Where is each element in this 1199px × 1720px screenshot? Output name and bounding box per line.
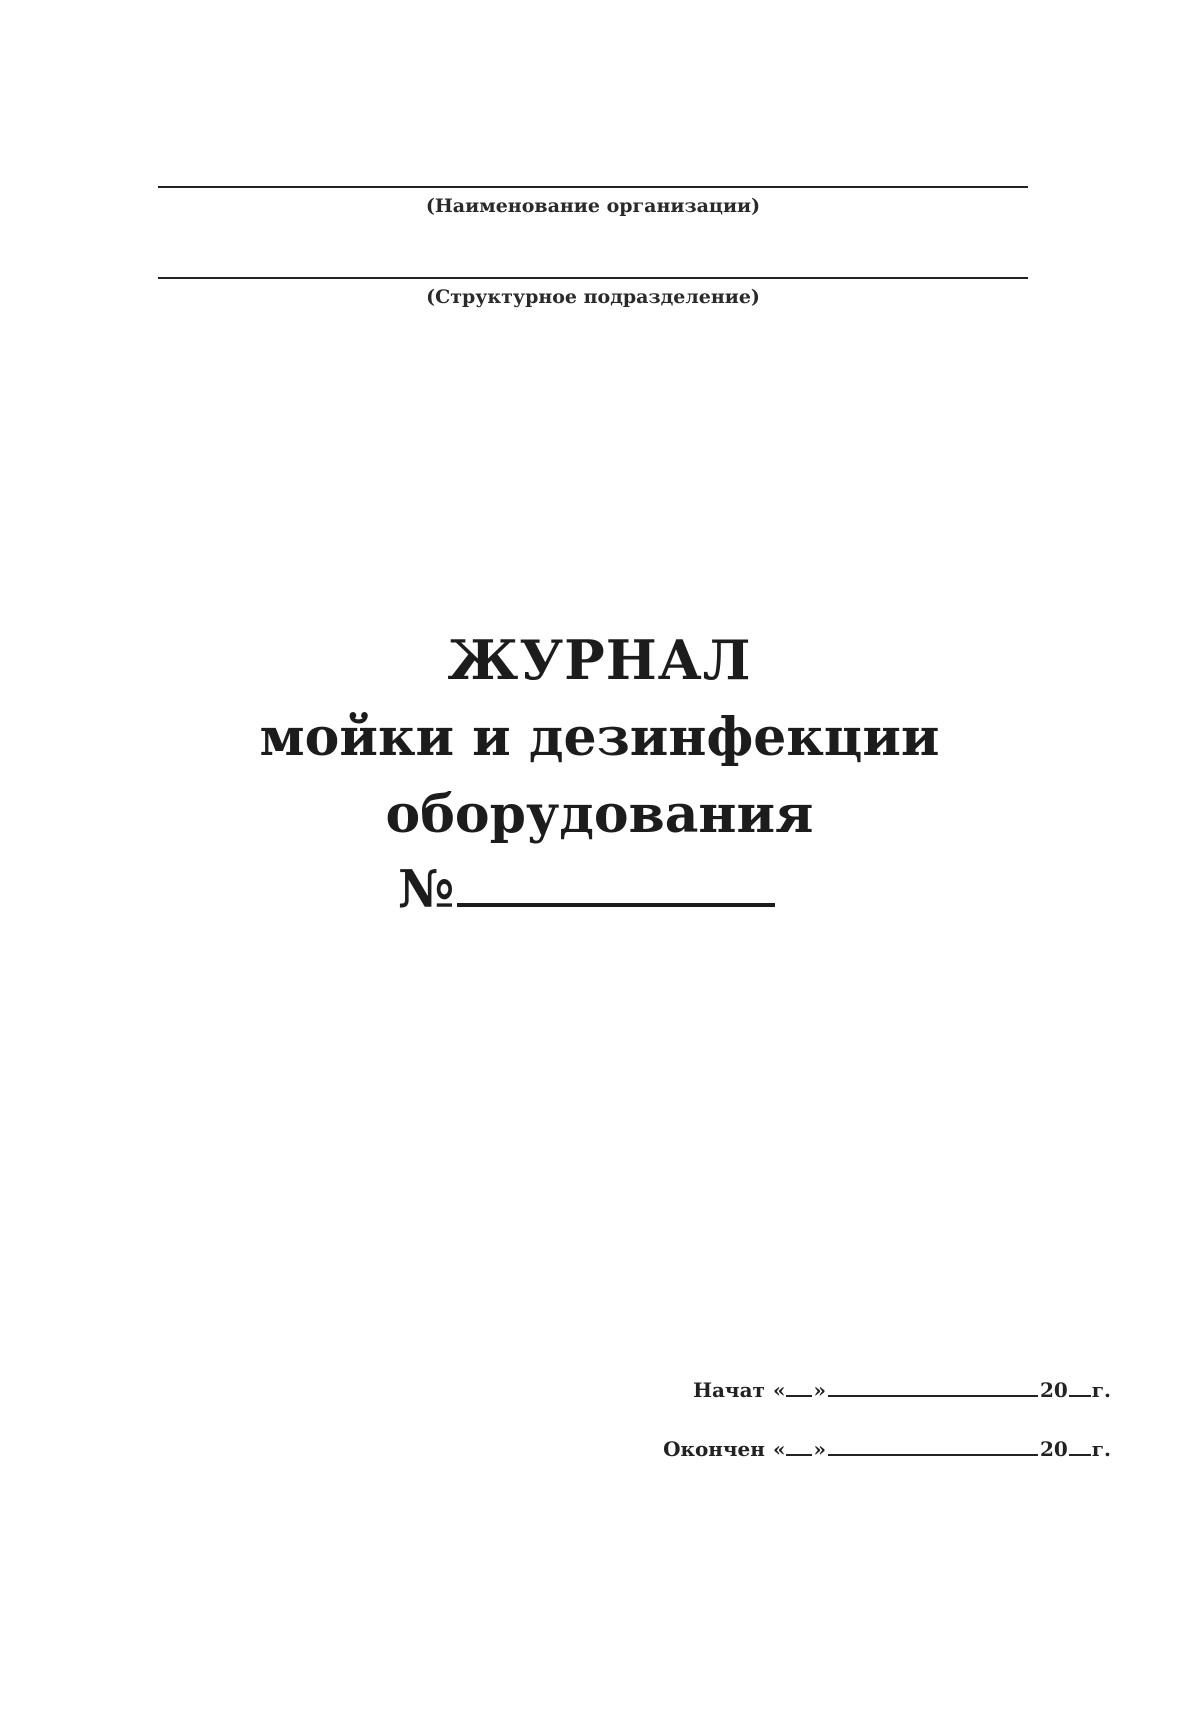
structural-division-caption: (Структурное подразделение)	[426, 286, 760, 308]
start-date-label: Начат	[693, 1378, 765, 1402]
organization-name-line[interactable]	[158, 186, 1028, 188]
organization-name-caption: (Наименование организации)	[425, 195, 761, 217]
number-sign: №	[398, 859, 455, 920]
year-suffix: г.	[1091, 1378, 1111, 1402]
journal-subtitle-line-1: мойки и дезинфекции	[259, 707, 940, 768]
start-year-field[interactable]	[1069, 1394, 1091, 1397]
journal-number	[398, 859, 775, 920]
journal-subtitle-line-2: оборудования	[385, 784, 814, 845]
close-quote: »	[813, 1437, 826, 1461]
end-year-field[interactable]	[1069, 1453, 1091, 1456]
year-suffix: г.	[1091, 1437, 1111, 1461]
end-date-label: Окончен	[663, 1437, 765, 1461]
end-day-field[interactable]	[786, 1453, 812, 1456]
end-date-row	[663, 1437, 1111, 1461]
journal-number-field[interactable]	[457, 859, 775, 907]
start-day-field[interactable]	[786, 1394, 812, 1397]
century-prefix: 20	[1039, 1378, 1068, 1402]
open-quote: «	[772, 1378, 786, 1402]
structural-division-line[interactable]	[158, 277, 1028, 279]
close-quote: »	[813, 1378, 826, 1402]
century-prefix: 20	[1039, 1437, 1068, 1461]
start-month-field[interactable]	[828, 1394, 1038, 1397]
start-date-row	[693, 1378, 1111, 1402]
open-quote: «	[772, 1437, 786, 1461]
journal-title: ЖУРНАЛ	[447, 628, 752, 692]
end-month-field[interactable]	[828, 1453, 1038, 1456]
